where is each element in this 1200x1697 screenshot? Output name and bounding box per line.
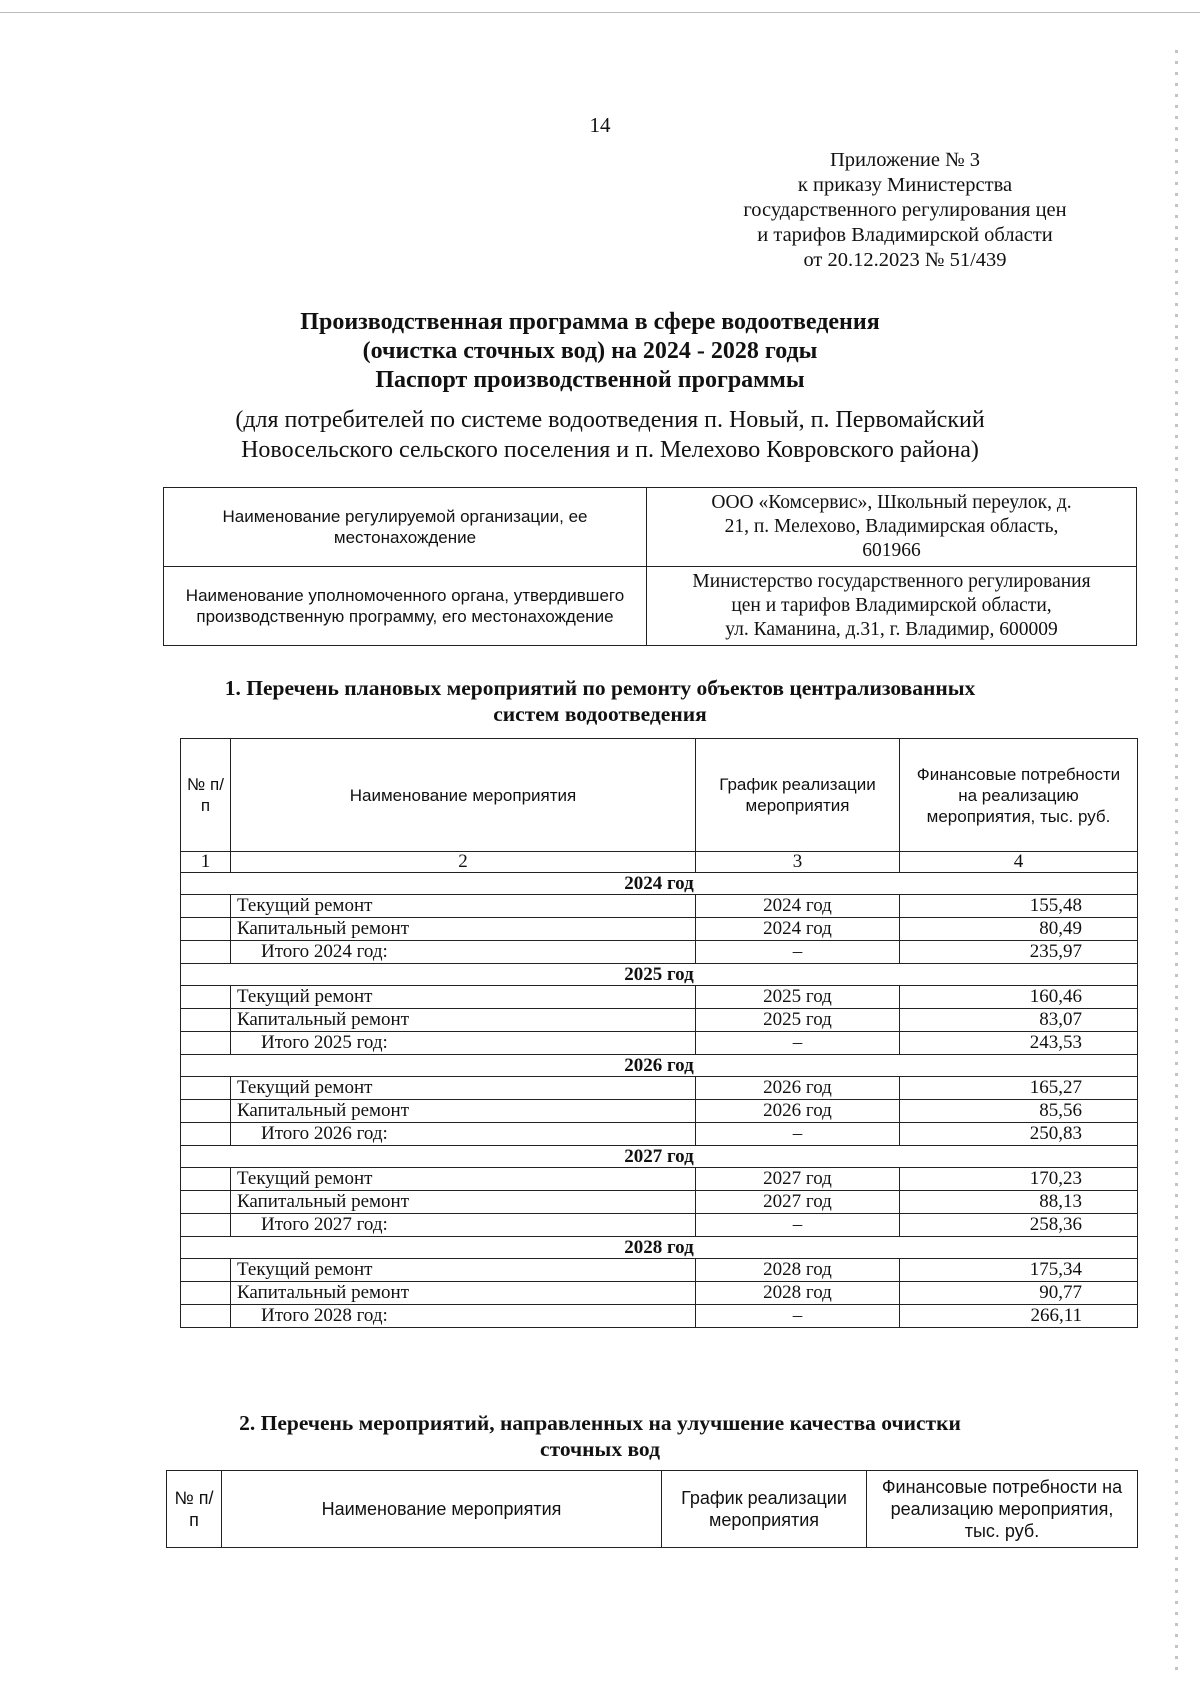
row-number — [181, 1100, 231, 1123]
appendix-line: к приказу Министерства — [797, 174, 1013, 196]
quality-measures-table — [166, 1470, 1138, 1548]
row-value: 83,07 — [900, 1009, 1138, 1032]
passport-value-line: ул. Каманина, д.31, г. Владимир, 600009 — [725, 619, 1058, 640]
row-number — [181, 895, 231, 918]
row-number — [181, 1123, 231, 1146]
section1-title — [120, 675, 1080, 727]
col-header-schedule: График реализации мероприятия — [696, 739, 900, 852]
row-value: 266,11 — [900, 1305, 1138, 1328]
consumers-note — [110, 405, 1110, 465]
row-name: Итого 2024 год: — [231, 941, 696, 964]
appendix-line: от 20.12.2023 № 51/439 — [803, 249, 1007, 271]
section-title-line: систем водоотведения — [493, 702, 707, 726]
row-name: Текущий ремонт — [231, 1168, 696, 1191]
title-line: Паспорт производственной программы — [375, 367, 805, 393]
year-label: 2028 год — [181, 1237, 1138, 1259]
scan-artifact-right-edge — [1175, 50, 1178, 1670]
row-schedule: 2024 год — [696, 918, 900, 941]
table-row — [181, 895, 1138, 918]
passport-value-line: Министерство государственного регулирования — [692, 571, 1091, 592]
section-title-line: сточных вод — [540, 1437, 660, 1461]
table-row — [181, 1191, 1138, 1214]
section-title-line: 1. Перечень плановых мероприятий по ремонту объектов централизованных — [224, 676, 976, 700]
row-value: 250,83 — [900, 1123, 1138, 1146]
passport-row — [164, 488, 1137, 567]
total-row — [181, 941, 1138, 964]
row-schedule: – — [696, 1032, 900, 1055]
row-value: 85,56 — [900, 1100, 1138, 1123]
row-name: Текущий ремонт — [231, 1077, 696, 1100]
row-value: 90,77 — [900, 1282, 1138, 1305]
table-header-row — [181, 739, 1138, 852]
row-number — [181, 1305, 231, 1328]
row-schedule: 2024 год — [696, 895, 900, 918]
row-number — [181, 1009, 231, 1032]
row-number — [181, 1214, 231, 1237]
row-number — [181, 1259, 231, 1282]
row-value: 165,27 — [900, 1077, 1138, 1100]
row-value: 175,34 — [900, 1259, 1138, 1282]
col-header-number: № п/п — [167, 1471, 222, 1548]
row-number — [181, 1032, 231, 1055]
passport-value-line: ООО «Комсервис», Школьный переулок, д. — [711, 492, 1072, 513]
title-line: (очистка сточных вод) на 2024 - 2028 годы — [362, 338, 818, 364]
row-value: 80,49 — [900, 918, 1138, 941]
row-schedule: 2028 год — [696, 1259, 900, 1282]
passport-label: Наименование уполномоченного органа, утвердившего производственную программу, его местонахождение — [164, 567, 647, 646]
passport-value — [647, 488, 1137, 567]
passport-value-line: цен и тарифов Владимирской области, — [731, 595, 1052, 616]
row-name: Капитальный ремонт — [231, 1009, 696, 1032]
row-name: Капитальный ремонт — [231, 1282, 696, 1305]
row-number — [181, 1282, 231, 1305]
table-row — [181, 1282, 1138, 1305]
total-row — [181, 1305, 1138, 1328]
row-name: Итого 2025 год: — [231, 1032, 696, 1055]
table-row — [181, 1009, 1138, 1032]
passport-value-line: 601966 — [862, 540, 921, 561]
column-number: 2 — [231, 852, 696, 873]
title-line: Производственная программа в сфере водоотведения — [300, 309, 880, 335]
year-row — [181, 964, 1138, 986]
document-title — [140, 308, 1040, 395]
row-schedule: 2025 год — [696, 1009, 900, 1032]
row-schedule: – — [696, 1123, 900, 1146]
consumers-line: (для потребителей по системе водоотведения п. Новый, п. Первомайский — [235, 407, 985, 433]
row-number — [181, 1168, 231, 1191]
table-header-row — [167, 1471, 1138, 1548]
passport-label: Наименование регулируемой организации, ее местонахождение — [164, 488, 647, 567]
row-value: 88,13 — [900, 1191, 1138, 1214]
table-row — [181, 1077, 1138, 1100]
col-header-finance: Финансовые потребности на реализацию мероприятия, тыс. руб. — [867, 1471, 1138, 1548]
table-row — [181, 1168, 1138, 1191]
year-label: 2024 год — [181, 873, 1138, 895]
row-name: Итого 2027 год: — [231, 1214, 696, 1237]
table-row — [181, 1259, 1138, 1282]
row-value: 155,48 — [900, 895, 1138, 918]
row-schedule: 2027 год — [696, 1191, 900, 1214]
row-value: 235,97 — [900, 941, 1138, 964]
row-value: 258,36 — [900, 1214, 1138, 1237]
row-number — [181, 986, 231, 1009]
passport-table — [163, 487, 1137, 646]
row-name: Итого 2028 год: — [231, 1305, 696, 1328]
page-number: 14 — [589, 113, 611, 137]
year-row — [181, 1146, 1138, 1168]
row-name: Капитальный ремонт — [231, 1100, 696, 1123]
appendix-line: Приложение № 3 — [829, 149, 981, 171]
row-name: Итого 2026 год: — [231, 1123, 696, 1146]
total-row — [181, 1214, 1138, 1237]
repairs-table — [180, 738, 1138, 1328]
col-header-name: Наименование мероприятия — [231, 739, 696, 852]
row-name: Капитальный ремонт — [231, 918, 696, 941]
column-number: 1 — [181, 852, 231, 873]
row-name: Капитальный ремонт — [231, 1191, 696, 1214]
row-number — [181, 1191, 231, 1214]
column-number: 3 — [696, 852, 900, 873]
row-name: Текущий ремонт — [231, 1259, 696, 1282]
row-schedule: 2028 год — [696, 1282, 900, 1305]
row-schedule: 2026 год — [696, 1100, 900, 1123]
year-label: 2025 год — [181, 964, 1138, 986]
passport-row — [164, 567, 1137, 646]
table-row — [181, 918, 1138, 941]
row-number — [181, 1077, 231, 1100]
consumers-line: Новосельского сельского поселения и п. Мелехово Ковровского района) — [241, 437, 979, 463]
section-title-line: 2. Перечень мероприятий, направленных на улучшение качества очистки — [239, 1411, 961, 1435]
passport-value-line: 21, п. Мелехово, Владимирская область, — [724, 516, 1059, 537]
row-schedule: – — [696, 941, 900, 964]
appendix-block — [720, 148, 1090, 273]
row-schedule: 2025 год — [696, 986, 900, 1009]
total-row — [181, 1032, 1138, 1055]
section2-title — [120, 1410, 1080, 1462]
year-row — [181, 1055, 1138, 1077]
row-name: Текущий ремонт — [231, 986, 696, 1009]
col-header-schedule: График реализации мероприятия — [662, 1471, 867, 1548]
year-label: 2027 год — [181, 1146, 1138, 1168]
total-row — [181, 1123, 1138, 1146]
appendix-line: и тарифов Владимирской области — [757, 224, 1053, 246]
table-row — [181, 1100, 1138, 1123]
row-value: 170,23 — [900, 1168, 1138, 1191]
passport-value — [647, 567, 1137, 646]
year-row — [181, 873, 1138, 895]
appendix-line: государственного регулирования цен — [743, 199, 1067, 221]
row-value: 160,46 — [900, 986, 1138, 1009]
col-header-number: № п/п — [181, 739, 231, 852]
table-row — [181, 986, 1138, 1009]
row-number — [181, 941, 231, 964]
column-numbers-row — [181, 852, 1138, 873]
row-number — [181, 918, 231, 941]
year-label: 2026 год — [181, 1055, 1138, 1077]
row-schedule: 2027 год — [696, 1168, 900, 1191]
row-schedule: – — [696, 1214, 900, 1237]
col-header-name: Наименование мероприятия — [222, 1471, 662, 1548]
year-row — [181, 1237, 1138, 1259]
column-number: 4 — [900, 852, 1138, 873]
row-schedule: – — [696, 1305, 900, 1328]
row-schedule: 2026 год — [696, 1077, 900, 1100]
row-value: 243,53 — [900, 1032, 1138, 1055]
scan-artifact-top-line — [0, 12, 1200, 13]
row-name: Текущий ремонт — [231, 895, 696, 918]
col-header-finance: Финансовые потребности на реализацию мероприятия, тыс. руб. — [900, 739, 1138, 852]
